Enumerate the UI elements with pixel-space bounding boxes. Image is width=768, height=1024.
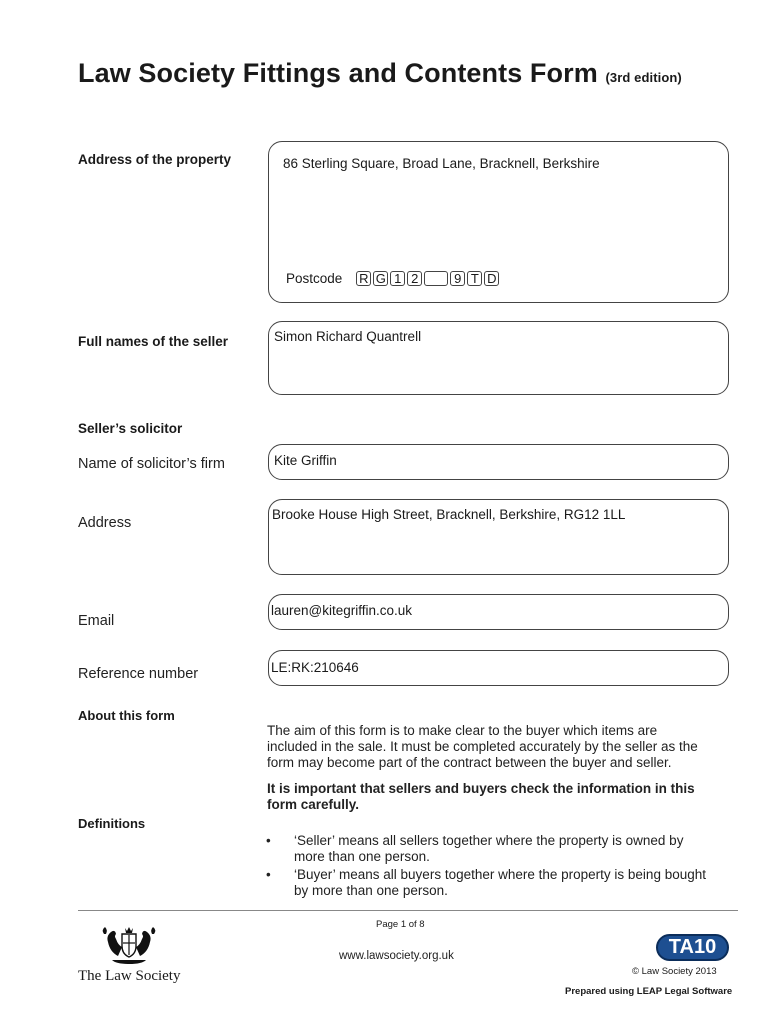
law-society-wordmark: The Law Society [78,968,181,984]
important-line: form carefully. [267,797,360,812]
solicitor-heading: Seller’s solicitor [78,421,183,436]
definitions-heading: Definitions [78,816,146,831]
postcode-cell[interactable]: 2 [407,271,422,286]
postcode-cell[interactable]: D [484,271,499,286]
postcode-row [286,271,501,286]
definition-text: more than one person. [294,849,430,864]
postcode-cell[interactable]: 9 [450,271,465,286]
reference-value: LE:RK:210646 [271,660,359,675]
postcode-cell[interactable]: T [467,271,482,286]
postcode-cell[interactable] [424,271,448,286]
seller-names-value: Simon Richard Quantrell [274,329,422,344]
copyright-text: © Law Society 2013 [632,966,717,977]
definition-text: • ‘Seller’ means all sellers together where the property is owned by [294,833,684,848]
property-address-label: Address of the property [78,152,232,167]
page-number: Page 1 of 8 [376,919,425,930]
definitions-list [266,833,736,901]
law-society-crest-logo [98,922,160,966]
postcode-cell[interactable]: R [356,271,371,286]
solicitor-address-label: Address [78,515,132,531]
website-link[interactable]: www.lawsociety.org.uk [339,950,454,962]
firm-field[interactable] [268,444,729,480]
definition-text: by more than one person. [294,883,448,898]
definition-item [266,833,736,865]
firm-value: Kite Griffin [274,453,337,468]
form-edition: (3rd edition) [605,70,682,85]
email-value: lauren@kitegriffin.co.uk [271,603,413,618]
about-line: The aim of this form is to make clear to the buyer which items are [267,723,658,738]
firm-label: Name of solicitor’s firm [78,456,225,472]
postcode-label: Postcode [286,271,343,286]
about-paragraph [267,723,737,813]
definition-text: • ‘Buyer’ means all buyers together where the property is being bought [294,867,706,882]
property-address-value: 86 Sterling Square, Broad Lane, Bracknell, Berkshire [283,156,600,171]
seller-names-label: Full names of the seller [78,334,229,349]
email-label: Email [78,613,115,629]
postcode-cell[interactable]: 1 [390,271,405,286]
important-line: It is important that sellers and buyers check the information in this [267,781,695,796]
about-heading: About this form [78,708,175,723]
solicitor-address-value: Brooke House High Street, Bracknell, Berkshire, RG12 1LL [272,507,626,522]
footer-divider [78,910,738,911]
form-code-badge: TA10 [656,934,729,961]
definition-item [266,867,736,899]
reference-label: Reference number [78,666,199,682]
form-title: Law Society Fittings and Contents Form [78,58,598,88]
prepared-by-text: Prepared using LEAP Legal Software [565,986,733,997]
page-title [78,58,682,89]
about-line: form may become part of the contract between the buyer and seller. [267,755,672,770]
about-line: included in the sale. It must be completed accurately by the seller as the [267,739,698,754]
postcode-cell[interactable]: G [373,271,388,286]
